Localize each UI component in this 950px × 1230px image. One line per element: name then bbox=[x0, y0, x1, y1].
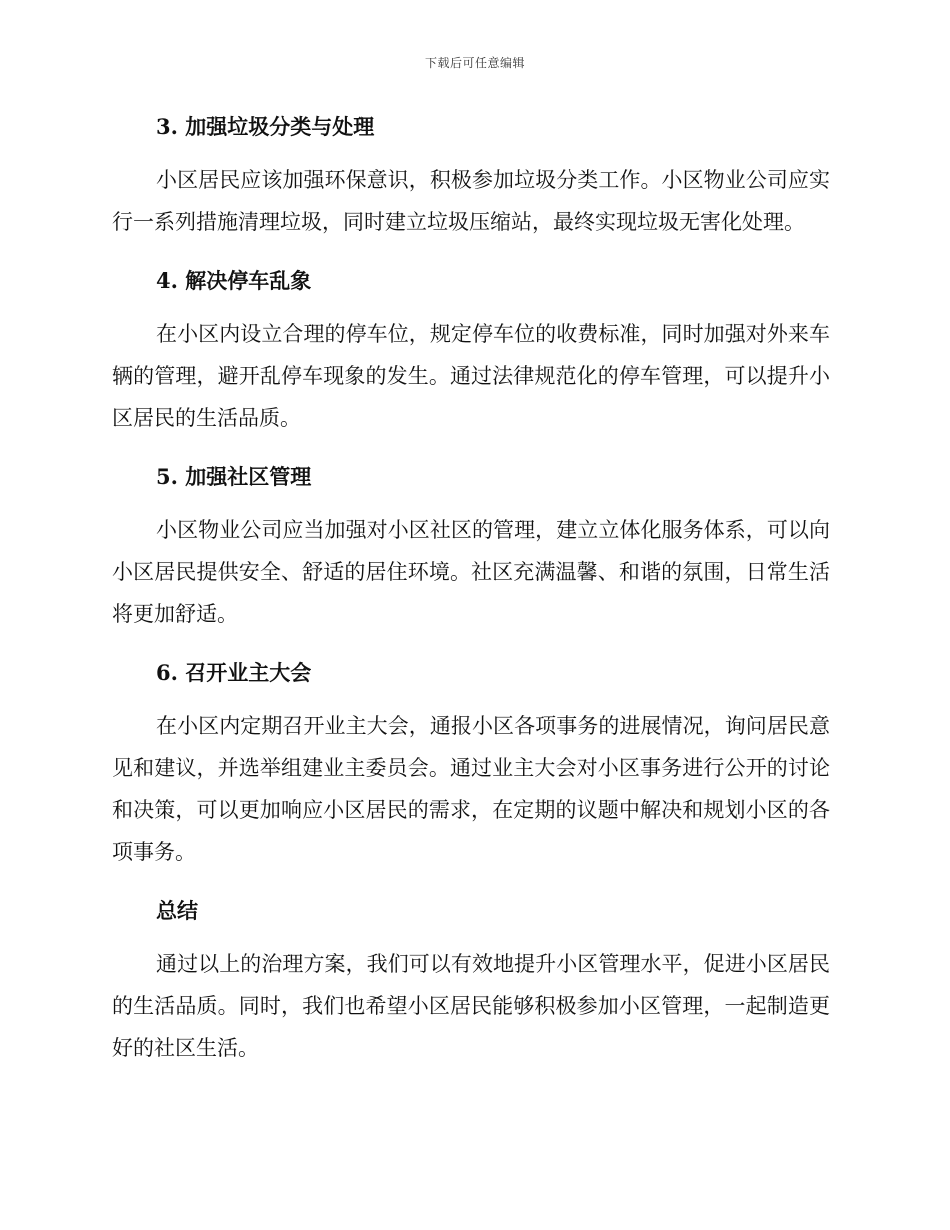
section-summary bbox=[112, 891, 830, 1069]
section-community-management bbox=[112, 457, 830, 635]
section-paragraph: 在小区内定期召开业主大会，通报小区各项事务的进展情况，询问居民意见和建议，并选举组建业主委员会。通过业主大会对小区事务进行公开的讨论和决策，可以更加响应小区居民的需求，在定期的议题中解决和规划小区的各项事务。 bbox=[112, 714, 830, 864]
section-heading: 5. 加强社区管理 bbox=[156, 464, 312, 489]
section-parking bbox=[112, 261, 830, 439]
document-content bbox=[112, 107, 830, 1087]
section-paragraph: 在小区内设立合理的停车位，规定停车位的收费标准，同时加强对外来车辆的管理，避开乱停车现象的发生。通过法律规范化的停车管理，可以提升小区居民的生活品质。 bbox=[112, 322, 830, 430]
section-paragraph: 小区物业公司应当加强对小区社区的管理，建立立体化服务体系，可以向小区居民提供安全、舒适的居住环境。社区充满温馨、和谐的氛围，日常生活将更加舒适。 bbox=[112, 518, 830, 626]
section-heading: 6. 召开业主大会 bbox=[156, 660, 312, 685]
section-paragraph: 小区居民应该加强环保意识，积极参加垃圾分类工作。小区物业公司应实行一系列措施清理垃圾，同时建立垃圾压缩站，最终实现垃圾无害化处理。 bbox=[112, 168, 830, 234]
section-owners-meeting bbox=[112, 653, 830, 873]
section-paragraph: 通过以上的治理方案，我们可以有效地提升小区管理水平，促进小区居民的生活品质。同时，我们也希望小区居民能够积极参加小区管理，一起制造更好的社区生活。 bbox=[112, 952, 830, 1060]
section-heading: 3. 加强垃圾分类与处理 bbox=[156, 114, 375, 139]
section-heading: 总结 bbox=[156, 898, 198, 923]
section-garbage-sorting bbox=[112, 107, 830, 243]
header-note: 下载后可任意编辑 bbox=[424, 56, 525, 70]
section-heading: 4. 解决停车乱象 bbox=[156, 268, 312, 293]
